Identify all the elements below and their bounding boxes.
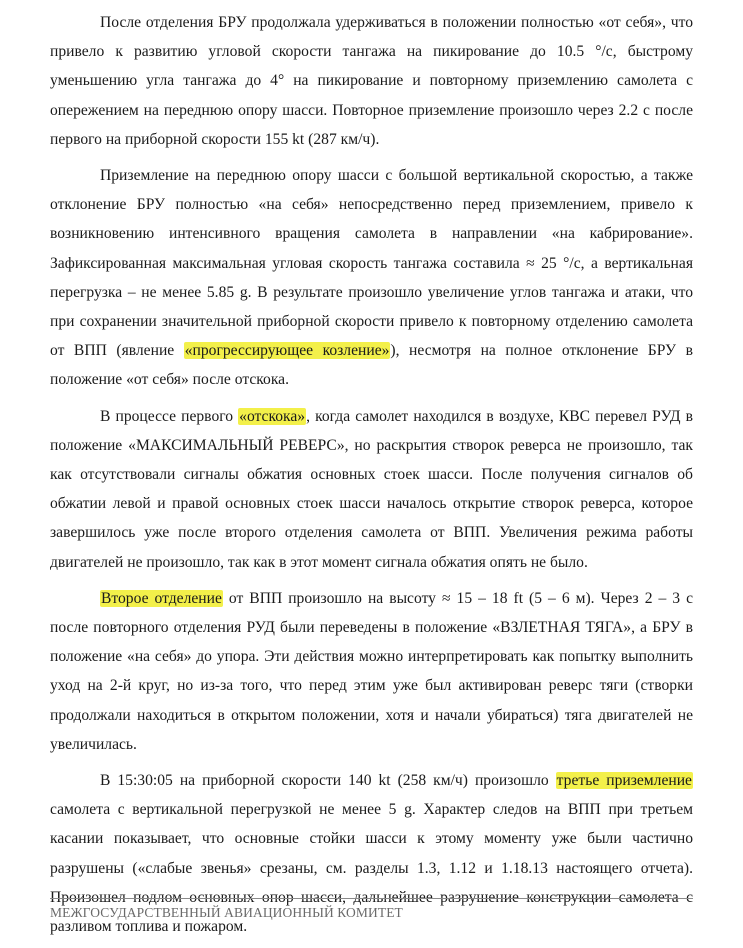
highlighted-phrase: «отскока»	[239, 407, 306, 425]
paragraph-text: , когда самолет находился в воздухе, КВС перевел РУД в положение «МАКСИМАЛЬНЫЙ РЕВЕРС», но раскрытия створок реверса не произошло, так как отсутствовали сигналы обжатия основных стоек шасси. После получения сигналов об обжатии левой и правой основных стоек шасси началось открытие створок реверса, которое завершилось уже после второго отделения самолета от ВПП. Увеличения режима работы двигателей не произошло, так как в этот момент сигнала обжатия опять не было.	[50, 407, 693, 571]
paragraph-2	[50, 161, 693, 395]
paragraph-1	[50, 8, 693, 154]
paragraph-3	[50, 402, 693, 577]
paragraph-text: В процессе первого	[100, 407, 239, 425]
page-footer	[50, 898, 693, 921]
highlighted-phrase: третье приземление	[556, 772, 692, 790]
paragraph-text: Приземление на переднюю опору шасси с большой вертикальной скоростью, а также отклонение БРУ полностью «на себя» непосредственно перед приземлением, привело к возникновению интенсивного вращения самолета в направлении «на кабрирование». Зафиксированная максимальная угловая скорость тангажа составила ≈ 25 °/с, а вертикальная перегрузка – не менее 5.85 g. В результате произошло увеличение углов тангажа и атаки, что при сохранении значительной приборной скорости привело к повторному отделению самолета от ВПП (явление	[50, 167, 693, 360]
paragraph-text: ), несмотря на полное отклонение БРУ в положение «от себя» после отскока.	[50, 342, 693, 389]
highlighted-phrase: Второе отделение	[101, 589, 222, 607]
document-body	[50, 8, 693, 948]
highlighted-phrase: «прогрессирующее козление»	[184, 342, 390, 360]
paragraph-4	[50, 584, 693, 759]
paragraph-text: самолета с вертикальной перегрузкой не менее 5 g. Характер следов на ВПП при третьем касании показывает, что основные стойки шасси к этому моменту уже были частично разрушены («слабые звенья» срезаны, см. разделы 1.3, 1.12 и 1.18.13 настоящего отчета). Произошел подлом основных опор шасси, дальнейшее разрушение конструкции самолета с разливом топлива и пожаром.	[50, 801, 693, 936]
paragraph-text: В 15:30:05 на приборной скорости 140 kt (258 км/ч) произошло	[100, 772, 556, 790]
paragraph-text: от ВПП произошло на высоту ≈ 15 – 18 ft (5 – 6 м). Через 2 – 3 с после повторного отделения РУД были переведены в положение «ВЗЛЕТНАЯ ТЯГА», а БРУ в положение «на себя» до упора. Эти действия можно интерпретировать как попытку выполнить уход на 2-й круг, но из-за того, что перед этим уже был активирован реверс тяги (створки продолжали находиться в открытом положении, хотя и начали убираться) тяга двигателей не увеличилась.	[50, 589, 693, 753]
paragraph-text: После отделения БРУ продолжала удерживаться в положении полностью «от себя», что привело к развитию угловой скорости тангажа на пикирование до 10.5 °/с, быстрому уменьшению угла тангажа до 4° на пикирование и повторному приземлению самолета с опережением на переднюю опору шасси. Повторное приземление произошло через 2.2 с после первого на приборной скорости 155 kt (287 км/ч).	[50, 14, 693, 148]
footer-organization: МЕЖГОСУДАРСТВЕННЫЙ АВИАЦИОННЫЙ КОМИТЕТ	[50, 905, 403, 920]
